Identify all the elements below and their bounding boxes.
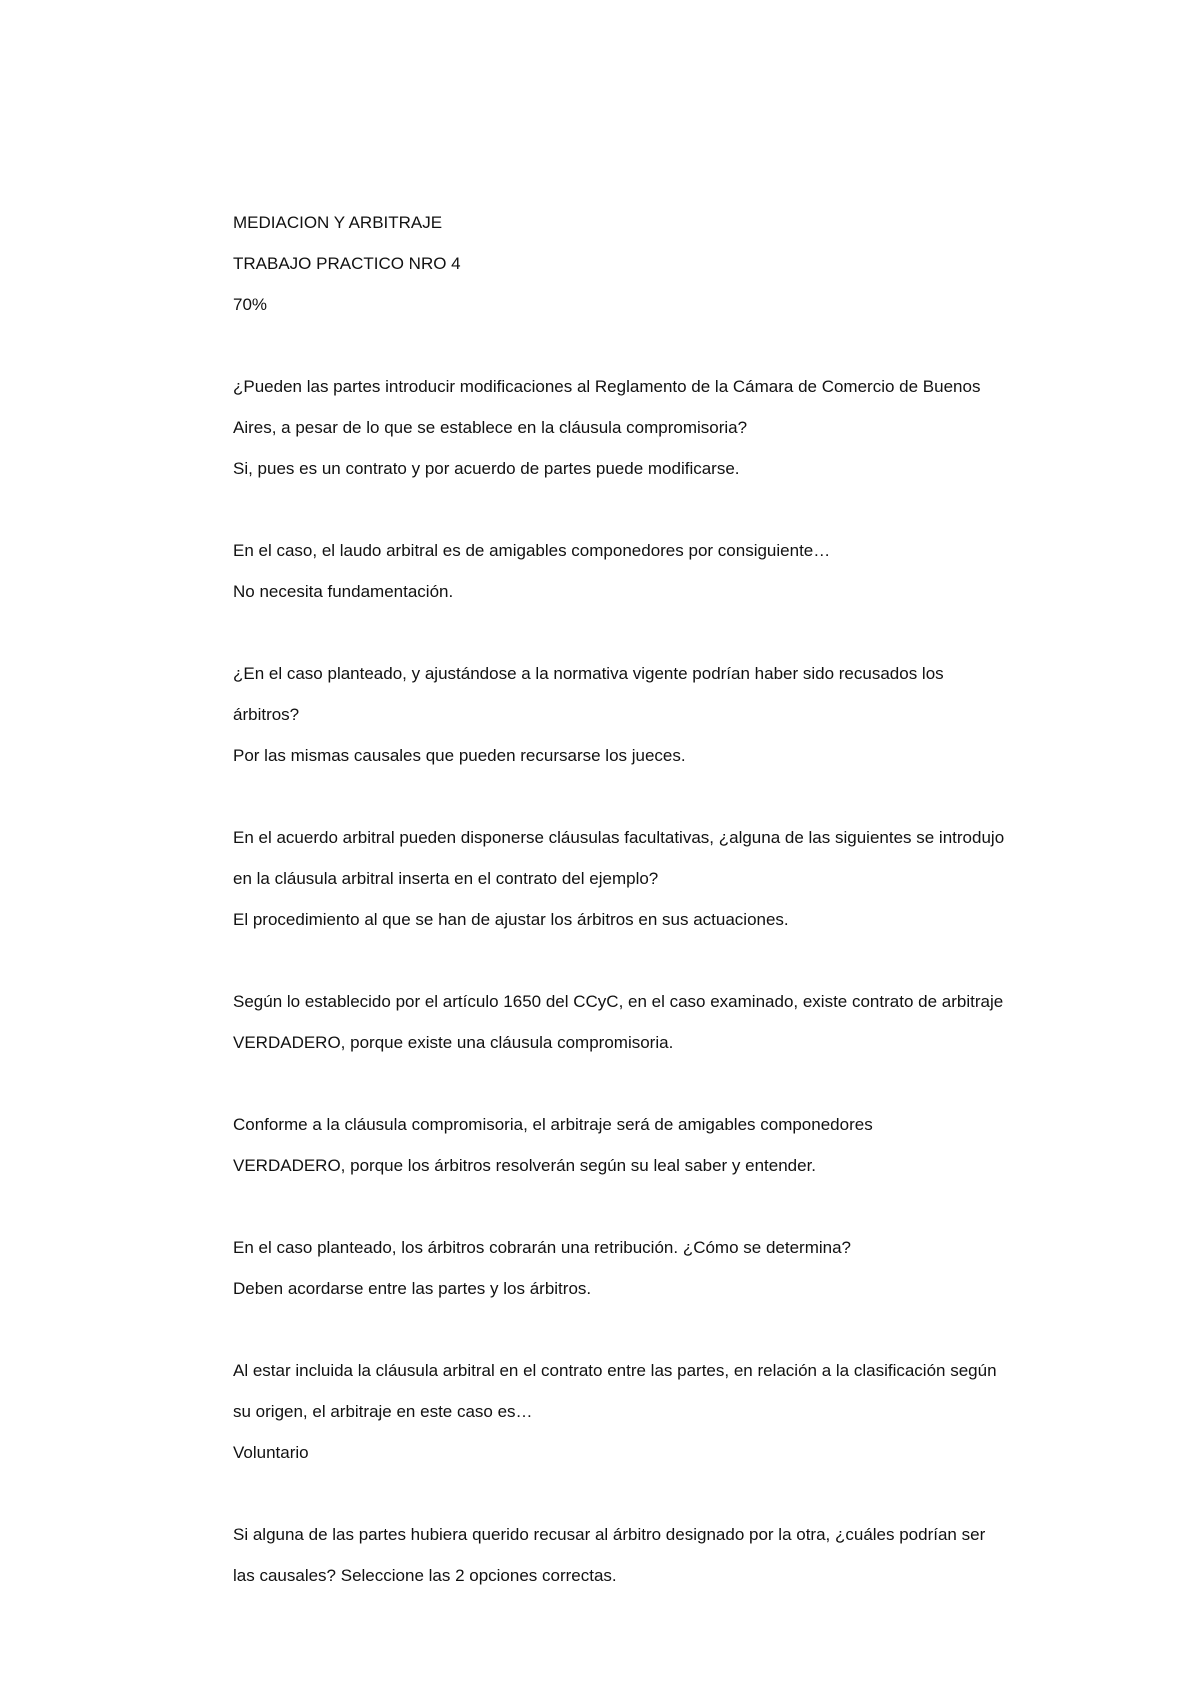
question-1-line-1: ¿Pueden las partes introducir modificaciones al Reglamento de la Cámara de Comercio de Buenos — [233, 377, 981, 396]
spacer — [233, 1473, 1153, 1514]
spacer — [233, 1063, 1153, 1104]
spacer — [233, 776, 1153, 817]
question-3-line-1: ¿En el caso planteado, y ajustándose a la normativa vigente podrían haber sido recusados los — [233, 664, 944, 683]
answer-6: VERDADERO, porque los árbitros resolverán según su leal saber y entender. — [233, 1156, 817, 1175]
question-5-line-1: Según lo establecido por el artículo 1650 del CCyC, en el caso examinado, existe contrato de arbitraje — [233, 992, 1004, 1011]
question-2-line-1: En el caso, el laudo arbitral es de amigables componedores por consiguiente… — [233, 541, 831, 560]
question-9-line-2: las causales? Seleccione las 2 opciones correctas. — [233, 1566, 617, 1585]
question-7-line-1: En el caso planteado, los árbitros cobrarán una retribución. ¿Cómo se determina? — [233, 1238, 852, 1257]
answer-3: Por las mismas causales que pueden recursarse los jueces. — [233, 746, 686, 765]
spacer — [233, 940, 1153, 981]
answer-4: El procedimiento al que se han de ajustar los árbitros en sus actuaciones. — [233, 910, 789, 929]
answer-7: Deben acordarse entre las partes y los árbitros. — [233, 1279, 592, 1298]
question-3-line-2: árbitros? — [233, 705, 300, 724]
answer-1: Si, pues es un contrato y por acuerdo de partes puede modificarse. — [233, 459, 740, 478]
question-6-line-1: Conforme a la cláusula compromisoria, el arbitraje será de amigables componedores — [233, 1115, 873, 1134]
answer-5: VERDADERO, porque existe una cláusula compromisoria. — [233, 1033, 674, 1052]
question-9-line-1: Si alguna de las partes hubiera querido recusar al árbitro designado por la otra, ¿cuáles podrían ser — [233, 1525, 986, 1544]
question-8-line-2: su origen, el arbitraje en este caso es… — [233, 1402, 533, 1421]
assignment-title: TRABAJO PRACTICO NRO 4 — [233, 254, 461, 273]
question-4-line-2: en la cláusula arbitral inserta en el contrato del ejemplo? — [233, 869, 659, 888]
question-1-line-2: Aires, a pesar de lo que se establece en la cláusula compromisoria? — [233, 418, 748, 437]
score: 70% — [233, 295, 268, 314]
spacer — [233, 1186, 1153, 1227]
spacer — [233, 325, 1153, 366]
qa-list — [233, 366, 1153, 1596]
spacer — [233, 1309, 1153, 1350]
question-4-line-1: En el acuerdo arbitral pueden disponerse cláusulas facultativas, ¿alguna de las siguientes se introdujo — [233, 828, 1005, 847]
course-title: MEDIACION Y ARBITRAJE — [233, 213, 443, 232]
spacer — [233, 489, 1153, 530]
answer-2: No necesita fundamentación. — [233, 582, 454, 601]
question-8-line-1: Al estar incluida la cláusula arbitral en el contrato entre las partes, en relación a la clasificación según — [233, 1361, 997, 1380]
document-body — [233, 202, 1153, 1596]
answer-8: Voluntario — [233, 1443, 309, 1462]
spacer — [233, 612, 1153, 653]
